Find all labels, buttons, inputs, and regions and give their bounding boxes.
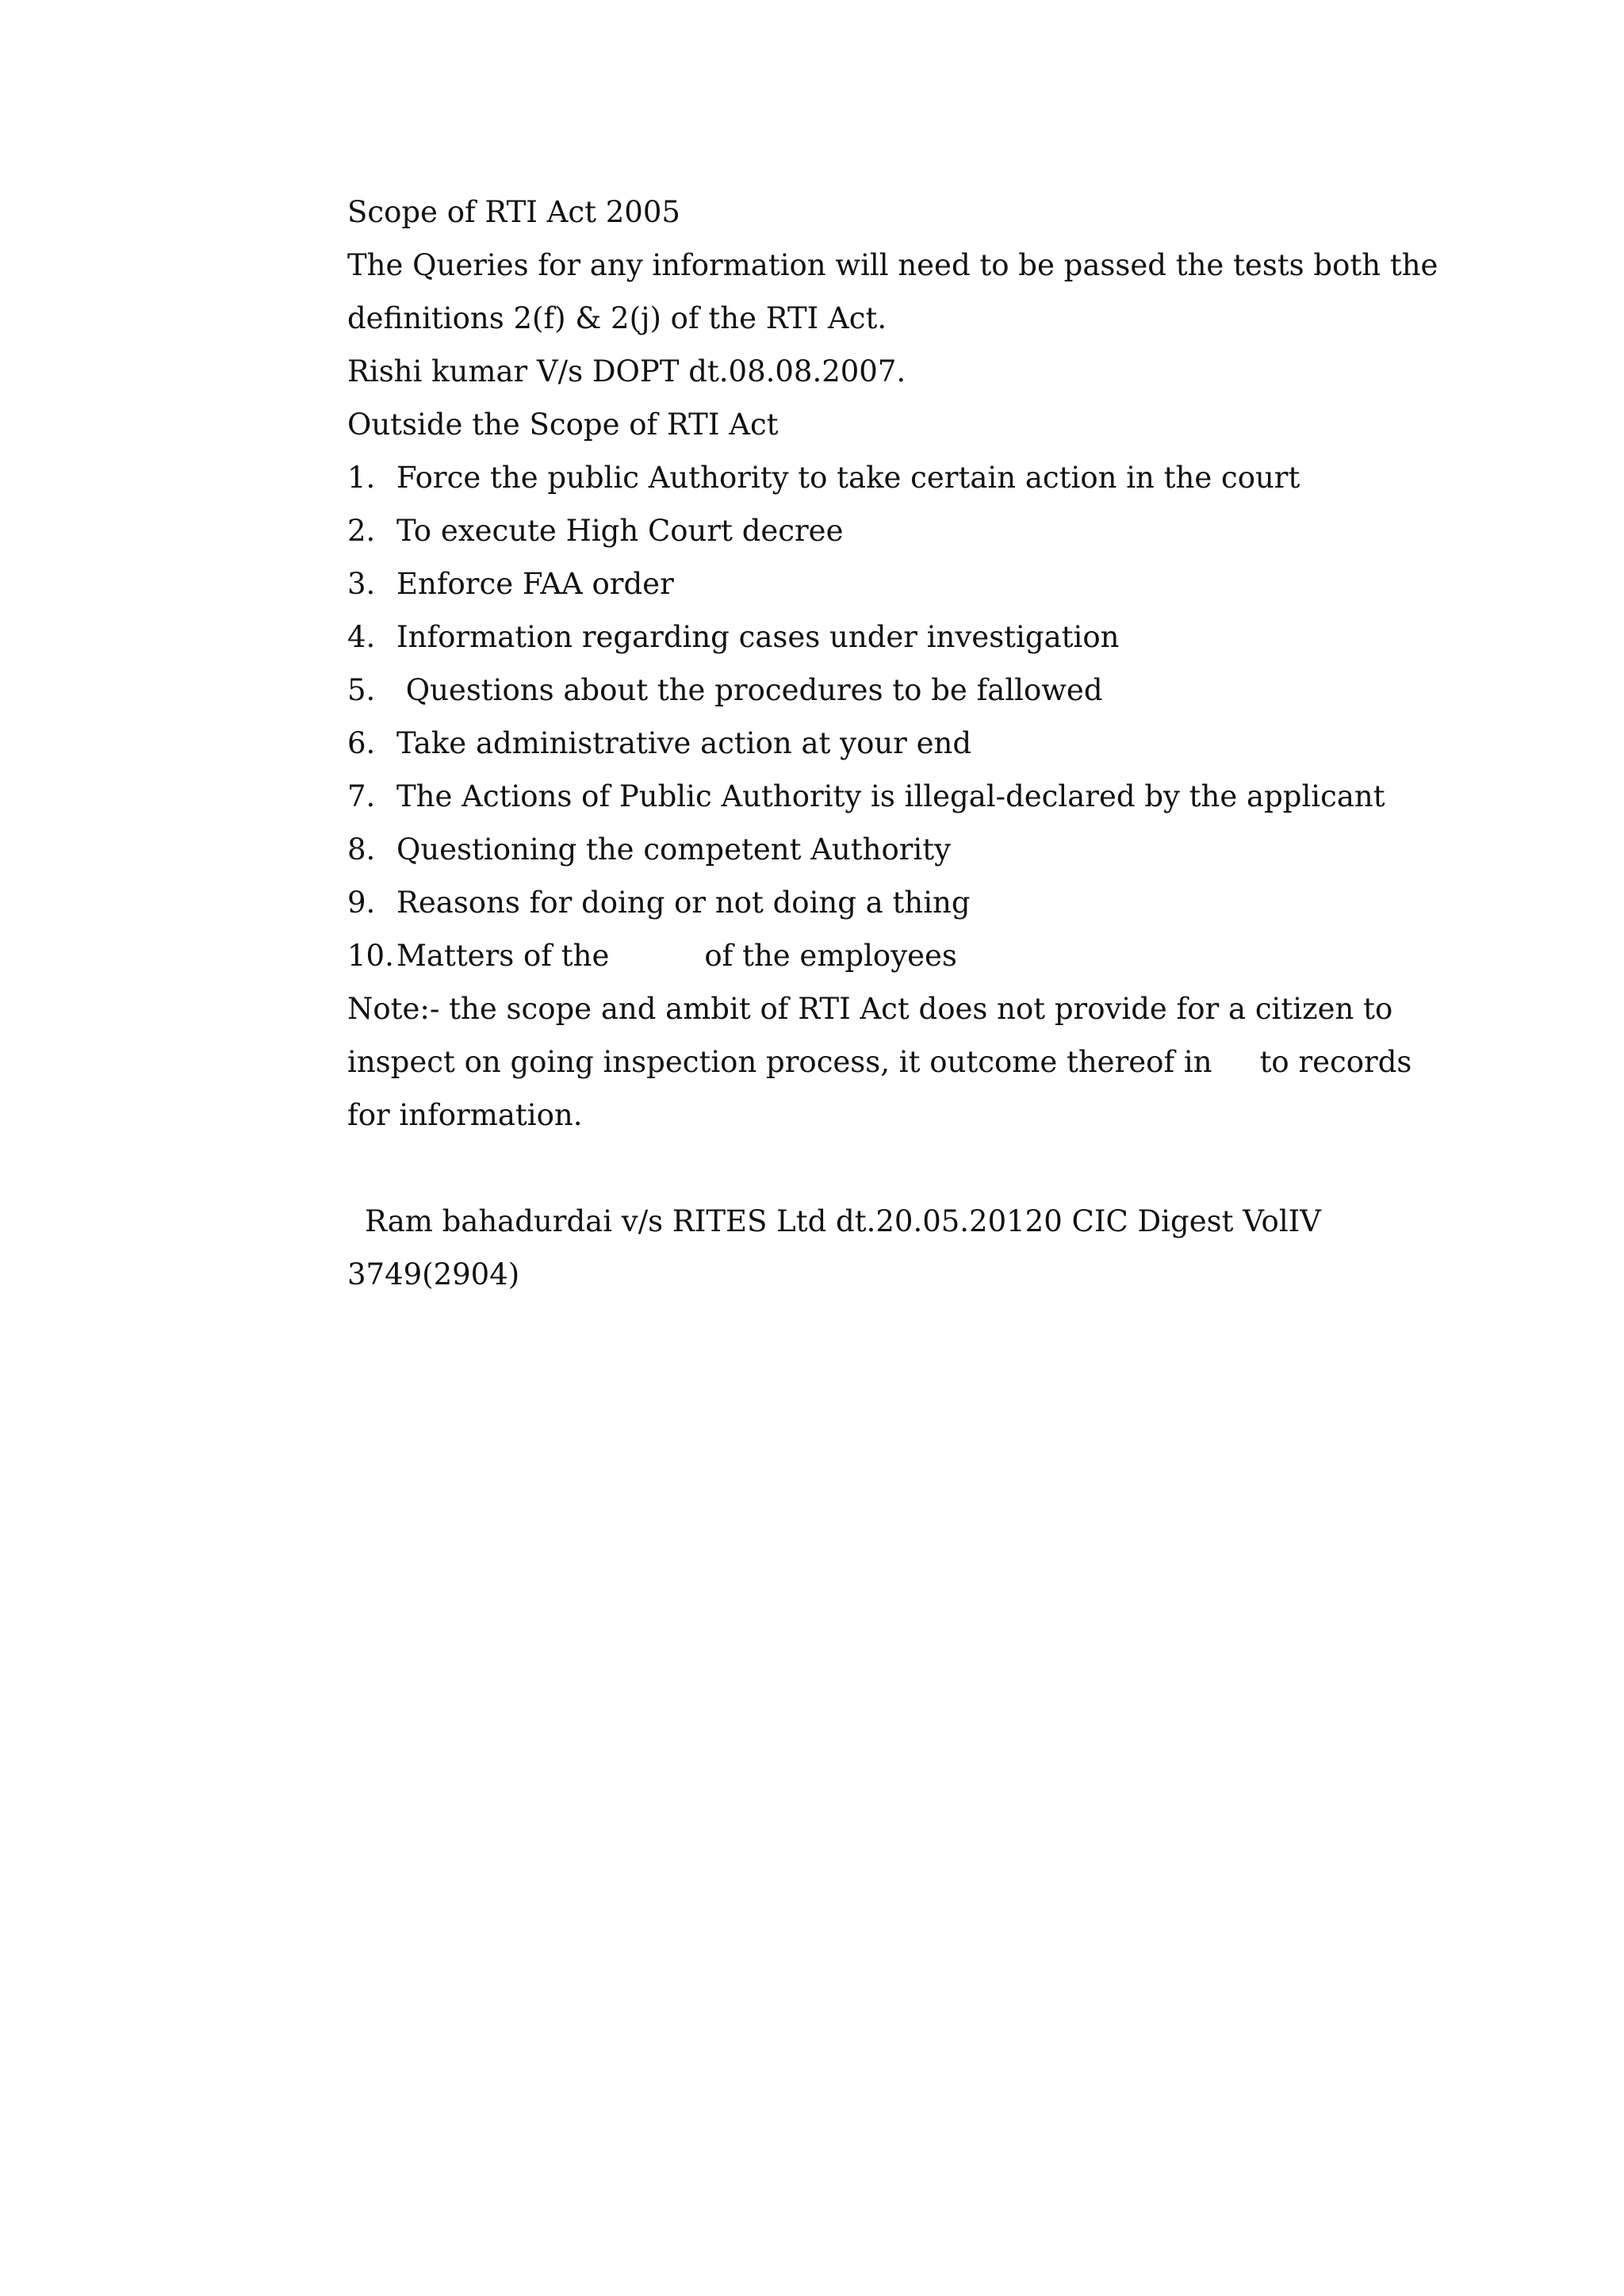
citation-line-1: Ram bahadurdai v/s RITES Ltd dt.20.05.20120 CIC Digest VolIV — [365, 1204, 1321, 1238]
list-item-number: 5. — [347, 673, 376, 707]
list-item-text: Information regarding cases under investigation — [396, 620, 1120, 654]
list-item-number: 1. — [347, 461, 376, 495]
intro-line-1: The Queries for any information will need to be passed the tests both the — [347, 248, 1438, 282]
list-item — [347, 770, 1473, 823]
list-item-number: 2. — [347, 514, 376, 548]
list-item — [347, 610, 1473, 664]
intro-line-2: definitions 2(f) & 2(j) of the RTI Act. — [347, 301, 887, 335]
list-item-number: 4. — [347, 620, 376, 654]
list-item — [347, 876, 1473, 929]
list-item-text: Questioning the competent Authority — [396, 832, 952, 867]
citation-line-2: 3749(2904) — [347, 1257, 520, 1292]
list-item-text-before-gap: Matters of the — [396, 939, 610, 973]
list-item-text-after-gap: of the employees — [704, 939, 957, 973]
list-item-text: Reasons for doing or not doing a thing — [396, 886, 971, 920]
list-item — [347, 929, 1473, 982]
list-item-text: Take administrative action at your end — [396, 726, 972, 760]
case-reference: Rishi kumar V/s DOPT dt.08.08.2007. — [347, 354, 906, 388]
document-body — [347, 186, 1473, 1301]
list-item-text: Force the public Authority to take certain action in the court — [396, 461, 1300, 495]
list-item-number: 6. — [347, 726, 376, 760]
note-line-3: for information. — [347, 1098, 583, 1132]
list-item-text: The Actions of Public Authority is illegal-declared by the applicant — [396, 779, 1385, 813]
document-heading: Scope of RTI Act 2005 — [347, 195, 680, 229]
note-line-1: Note:- the scope and ambit of RTI Act does not provide for a citizen to — [347, 992, 1393, 1026]
note-line-2-part-b: to records — [1259, 1045, 1412, 1079]
list-item — [347, 717, 1473, 770]
list-item — [347, 557, 1473, 610]
list-item-number: 9. — [347, 886, 376, 920]
list-item — [347, 664, 1473, 717]
list-item — [347, 823, 1473, 876]
list-item — [347, 504, 1473, 557]
blank-line — [347, 1142, 1473, 1195]
list-item-number: 7. — [347, 779, 376, 813]
list-item — [347, 451, 1473, 504]
list-item-text: Enforce FAA order — [396, 567, 674, 601]
list-item-number: 10. — [347, 939, 394, 973]
list-item-text: To execute High Court decree — [396, 514, 844, 548]
list-item-text: Questions about the procedures to be fallowed — [396, 673, 1103, 707]
list-item-number: 8. — [347, 832, 376, 867]
exclusions-list — [347, 451, 1473, 982]
subheading: Outside the Scope of RTI Act — [347, 408, 779, 442]
note-line-2-part-a: inspect on going inspection process, it outcome thereof in — [347, 1045, 1212, 1079]
list-item-number: 3. — [347, 567, 376, 601]
note-line-2 — [347, 1035, 1473, 1089]
